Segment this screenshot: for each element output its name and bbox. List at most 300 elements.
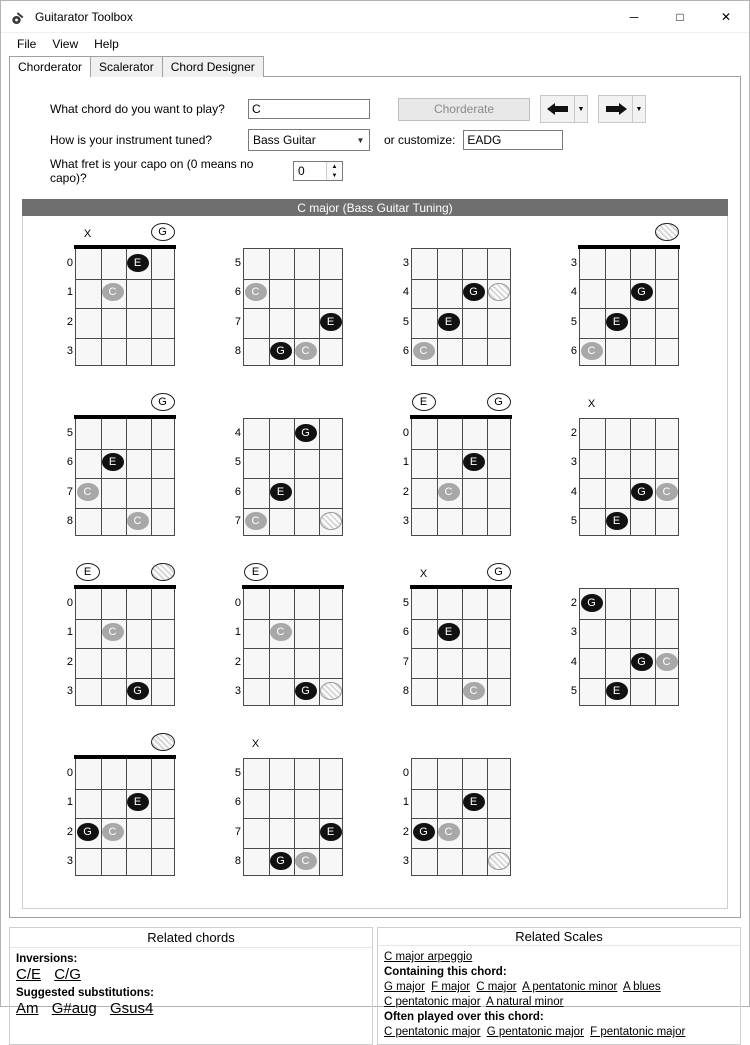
- fret-line: [412, 508, 510, 509]
- open-string-marker: G: [487, 393, 511, 411]
- string-line: [319, 759, 320, 875]
- containing-scale-1[interactable]: F major: [431, 981, 471, 993]
- fret-number: 3: [402, 855, 409, 868]
- previous-chord-dropdown[interactable]: ▼: [574, 95, 588, 123]
- fret-number-column: [57, 588, 73, 706]
- note-marker: G: [631, 483, 653, 501]
- inversion-link-0[interactable]: C/E: [16, 966, 42, 983]
- fret-number: 2: [570, 426, 577, 439]
- often-scale-0[interactable]: C pentatonic major: [384, 1026, 481, 1038]
- nut-bar: [410, 415, 512, 419]
- fretboard: [411, 758, 511, 876]
- fret-line: [580, 338, 678, 339]
- chord-diagram[interactable]: [27, 562, 195, 732]
- fretboard: [411, 248, 511, 366]
- tuning-select-value: Bass Guitar: [253, 133, 316, 147]
- fret-line: [580, 478, 678, 479]
- fret-line: [412, 648, 510, 649]
- note-marker: C: [438, 483, 460, 501]
- note-marker: C: [438, 823, 460, 841]
- fret-number: 3: [570, 456, 577, 469]
- minimize-button[interactable]: ─: [629, 9, 639, 24]
- string-line: [101, 759, 102, 875]
- note-marker: E: [438, 313, 460, 331]
- fret-number: 5: [570, 515, 577, 528]
- chord-diagram-grid: [22, 216, 728, 909]
- note-marker: C: [245, 283, 267, 301]
- related-scales-body: [378, 946, 740, 1044]
- note-marker: C: [581, 342, 603, 360]
- string-line: [655, 249, 656, 365]
- related-chords-body: [10, 948, 372, 1044]
- fret-number: 5: [66, 426, 73, 439]
- fret-line: [76, 449, 174, 450]
- menu-help[interactable]: Help: [94, 37, 119, 51]
- chord-diagram[interactable]: [195, 392, 363, 562]
- fret-number: 3: [402, 515, 409, 528]
- chord-diagram[interactable]: [363, 392, 531, 562]
- fret-number-column: [393, 588, 409, 706]
- note-marker: C: [102, 283, 124, 301]
- note-marker: [488, 283, 510, 301]
- fret-line: [244, 478, 342, 479]
- open-string-marker: [655, 223, 679, 241]
- fret-number: 3: [66, 855, 73, 868]
- fret-number: 1: [66, 626, 73, 639]
- fret-number: 8: [234, 855, 241, 868]
- muted-string-marker: X: [587, 398, 596, 410]
- note-marker: E: [127, 793, 149, 811]
- fretboard: [411, 396, 511, 536]
- fret-line: [244, 508, 342, 509]
- fret-number: 2: [402, 485, 409, 498]
- chord-diagram-row: [27, 562, 723, 732]
- nut-bar: [410, 585, 512, 589]
- note-marker: E: [463, 793, 485, 811]
- often-scales-list: [384, 1025, 734, 1040]
- fret-number: 2: [66, 315, 73, 328]
- capo-label: What fret is your capo on (0 means no capo)?: [50, 157, 254, 185]
- note-marker: G: [127, 682, 149, 700]
- fret-number: 3: [66, 345, 73, 358]
- fret-line: [76, 648, 174, 649]
- chord-diagram[interactable]: [27, 222, 195, 392]
- fret-number: 0: [234, 596, 241, 609]
- string-line: [126, 759, 127, 875]
- fret-number: 7: [66, 485, 73, 498]
- fret-number-column: [561, 418, 577, 536]
- string-line: [437, 419, 438, 535]
- chorderator-panel: [9, 76, 741, 918]
- note-marker: E: [320, 823, 342, 841]
- chord-diagram[interactable]: [363, 222, 531, 392]
- left-arrow-icon: [547, 102, 569, 116]
- fret-number: 8: [66, 515, 73, 528]
- note-marker: E: [438, 623, 460, 641]
- string-line: [101, 249, 102, 365]
- note-marker: C: [77, 483, 99, 501]
- fret-number: 2: [66, 655, 73, 668]
- note-marker: C: [463, 682, 485, 700]
- note-marker: E: [270, 483, 292, 501]
- nut-bar: [74, 415, 176, 419]
- fret-number: 6: [402, 345, 409, 358]
- fret-line: [580, 449, 678, 450]
- fret-line: [244, 619, 342, 620]
- note-marker: C: [102, 823, 124, 841]
- string-line: [101, 419, 102, 535]
- fret-number: 4: [570, 485, 577, 498]
- tab-chorderator[interactable]: Chorderator: [9, 56, 91, 77]
- fret-number: 7: [402, 655, 409, 668]
- chord-diagram[interactable]: [27, 392, 195, 562]
- note-marker: G: [270, 342, 292, 360]
- string-line: [487, 249, 488, 365]
- string-line: [487, 589, 488, 705]
- string-line: [319, 249, 320, 365]
- chord-label: What chord do you want to play?: [50, 102, 225, 116]
- chord-diagram[interactable]: [195, 222, 363, 392]
- tuning-label: How is your instrument tuned?: [50, 133, 213, 147]
- string-line: [151, 589, 152, 705]
- often-scale-2[interactable]: F pentatonic major: [590, 1026, 686, 1038]
- related-chords-header: Related chords: [10, 928, 372, 948]
- fret-line: [244, 818, 342, 819]
- fret-line: [76, 619, 174, 620]
- chord-diagram[interactable]: [531, 222, 699, 392]
- string-line: [437, 249, 438, 365]
- string-line: [630, 589, 631, 705]
- string-line: [462, 759, 463, 875]
- capo-stepper-arrows[interactable]: [326, 162, 342, 180]
- fretboard: [411, 566, 511, 706]
- note-marker: [320, 682, 342, 700]
- fret-number: 3: [570, 256, 577, 269]
- fret-number: 6: [234, 485, 241, 498]
- guitar-icon: [11, 9, 27, 25]
- title-bar: [1, 1, 749, 33]
- fret-number: 0: [402, 426, 409, 439]
- note-marker: G: [631, 283, 653, 301]
- fret-number: 2: [402, 825, 409, 838]
- fretboard: [243, 566, 343, 706]
- fret-number: 7: [234, 315, 241, 328]
- fret-number: 8: [402, 685, 409, 698]
- muted-string-marker: X: [251, 738, 260, 750]
- open-string-marker: [151, 563, 175, 581]
- nav-buttons: [530, 95, 646, 123]
- chord-diagram-row: [27, 392, 723, 562]
- tuning-select[interactable]: [248, 129, 370, 151]
- fretboard: [579, 588, 679, 706]
- capo-stepper[interactable]: [293, 161, 343, 181]
- string-line: [630, 249, 631, 365]
- fret-line: [412, 279, 510, 280]
- fret-number: 1: [66, 286, 73, 299]
- menu-file[interactable]: File: [17, 37, 37, 51]
- fret-number: 4: [234, 426, 241, 439]
- fretboard: [75, 226, 175, 366]
- fret-line: [244, 308, 342, 309]
- containing-scale-3[interactable]: A pentatonic minor: [522, 981, 618, 993]
- fret-number-column: [57, 248, 73, 366]
- menu-view[interactable]: View: [52, 37, 79, 51]
- chord-diagram-row: [27, 732, 723, 902]
- fret-number-column: [393, 248, 409, 366]
- string-line: [655, 419, 656, 535]
- fretboard: [243, 248, 343, 366]
- tab-scalerator[interactable]: Scalerator: [90, 56, 163, 77]
- fret-number: 2: [66, 825, 73, 838]
- containing-scale-5[interactable]: C pentatonic major: [384, 996, 481, 1008]
- fret-line: [244, 678, 342, 679]
- fret-number: 7: [234, 825, 241, 838]
- fret-number-column: [561, 588, 577, 706]
- fret-line: [76, 848, 174, 849]
- capo-value: 0: [298, 164, 305, 178]
- containing-scale-0[interactable]: G major: [384, 981, 425, 993]
- note-marker: C: [245, 512, 267, 530]
- chord-diagram[interactable]: [531, 392, 699, 562]
- fret-number-column: [225, 758, 241, 876]
- often-scale-1[interactable]: G pentatonic major: [486, 1026, 584, 1038]
- fret-number: 5: [570, 315, 577, 328]
- note-marker: E: [606, 682, 628, 700]
- fret-line: [76, 338, 174, 339]
- string-line: [151, 419, 152, 535]
- fret-number: 8: [234, 345, 241, 358]
- string-line: [151, 759, 152, 875]
- fret-line: [412, 818, 510, 819]
- chord-input[interactable]: [248, 99, 370, 119]
- fret-line: [244, 789, 342, 790]
- string-line: [269, 589, 270, 705]
- fret-line: [76, 478, 174, 479]
- capo-increment[interactable]: ▲: [327, 162, 342, 171]
- chord-diagram[interactable]: [27, 732, 195, 902]
- note-marker: E: [606, 313, 628, 331]
- string-line: [605, 249, 606, 365]
- fretboard: [243, 418, 343, 536]
- fret-number: 2: [570, 596, 577, 609]
- containing-scale-4[interactable]: A blues: [622, 981, 661, 993]
- inversion-link-1[interactable]: C/G: [54, 966, 81, 983]
- right-arrow-icon: [605, 102, 627, 116]
- chord-diagram[interactable]: [531, 562, 699, 732]
- capo-decrement[interactable]: ▼: [327, 171, 342, 180]
- string-line: [437, 589, 438, 705]
- fret-number: 5: [402, 596, 409, 609]
- maximize-button[interactable]: □: [676, 9, 684, 24]
- fret-grid: [243, 248, 343, 366]
- fret-number: 6: [402, 626, 409, 639]
- chord-row: [50, 95, 728, 123]
- menu-bar: [1, 33, 749, 55]
- fret-grid: [75, 758, 175, 876]
- fret-number: 2: [234, 655, 241, 668]
- string-line: [101, 589, 102, 705]
- related-chords-panel: [9, 927, 373, 1045]
- fret-number: 1: [66, 796, 73, 809]
- chord-diagram[interactable]: [195, 562, 363, 732]
- fret-grid: [411, 588, 511, 706]
- note-marker: G: [77, 823, 99, 841]
- inversions-title: Inversions:: [16, 953, 78, 965]
- note-marker: C: [295, 852, 317, 870]
- note-marker: [320, 512, 342, 530]
- fret-line: [580, 279, 678, 280]
- fret-line: [244, 338, 342, 339]
- fret-grid: [75, 588, 175, 706]
- note-marker: [488, 852, 510, 870]
- open-string-marker: E: [412, 393, 436, 411]
- fret-number: 1: [234, 626, 241, 639]
- open-string-marker: E: [76, 563, 100, 581]
- open-string-marker: G: [487, 563, 511, 581]
- nut-bar: [578, 245, 680, 249]
- customize-label: or customize:: [384, 133, 456, 147]
- fret-number: 6: [570, 345, 577, 358]
- open-string-marker: G: [151, 393, 175, 411]
- nut-bar: [74, 755, 176, 759]
- fret-number: 4: [402, 286, 409, 299]
- note-marker: E: [127, 254, 149, 272]
- fret-grid: [243, 758, 343, 876]
- fret-line: [412, 789, 510, 790]
- fret-line: [412, 478, 510, 479]
- note-marker: G: [413, 823, 435, 841]
- note-marker: E: [102, 453, 124, 471]
- fret-number: 3: [234, 685, 241, 698]
- containing-scales-list: [384, 980, 734, 1010]
- fret-line: [412, 308, 510, 309]
- fret-number: 0: [66, 596, 73, 609]
- substitution-link-1[interactable]: G#aug: [51, 1000, 97, 1017]
- string-line: [487, 419, 488, 535]
- muted-string-marker: X: [83, 228, 92, 240]
- fret-number: 5: [402, 315, 409, 328]
- fret-number: 0: [402, 766, 409, 779]
- note-marker: G: [581, 594, 603, 612]
- string-line: [655, 589, 656, 705]
- note-marker: C: [656, 653, 678, 671]
- fret-line: [244, 848, 342, 849]
- chorderate-button[interactable]: Chorderate: [398, 98, 530, 121]
- string-line: [630, 419, 631, 535]
- fret-line: [412, 449, 510, 450]
- fret-number: 1: [402, 796, 409, 809]
- fret-line: [580, 648, 678, 649]
- fret-line: [76, 678, 174, 679]
- capo-row: [50, 157, 728, 185]
- fret-number-column: [561, 248, 577, 366]
- fret-number: 1: [402, 456, 409, 469]
- fret-number: 6: [66, 456, 73, 469]
- fret-number-column: [393, 758, 409, 876]
- open-string-marker: G: [151, 223, 175, 241]
- close-button[interactable]: ✕: [720, 9, 732, 24]
- window-title: Guitarator Toolbox: [35, 9, 133, 24]
- chord-form: [22, 87, 728, 191]
- fret-number-column: [393, 418, 409, 536]
- substitution-link-0[interactable]: Am: [16, 1000, 39, 1017]
- muted-string-marker: X: [419, 568, 428, 580]
- next-chord-button[interactable]: [598, 95, 632, 123]
- note-marker: C: [295, 342, 317, 360]
- fret-number-column: [225, 588, 241, 706]
- fret-number: 4: [570, 655, 577, 668]
- chord-diagram[interactable]: [195, 732, 363, 902]
- fret-number: 4: [570, 286, 577, 299]
- string-line: [151, 249, 152, 365]
- tuning-row: [50, 129, 728, 151]
- fret-grid: [75, 418, 175, 536]
- bottom-panels: [9, 927, 741, 1045]
- note-marker: E: [463, 453, 485, 471]
- fret-number: 6: [234, 286, 241, 299]
- fret-line: [412, 338, 510, 339]
- fret-number-column: [57, 758, 73, 876]
- fret-grid: [579, 418, 679, 536]
- fret-number: 3: [570, 626, 577, 639]
- string-line: [462, 249, 463, 365]
- string-line: [462, 419, 463, 535]
- containing-scale-6[interactable]: A natural minor: [486, 996, 564, 1008]
- previous-chord-button[interactable]: [540, 95, 574, 123]
- fret-number: 5: [234, 456, 241, 469]
- fret-line: [412, 678, 510, 679]
- nut-bar: [242, 585, 344, 589]
- next-chord-dropdown[interactable]: ▼: [632, 95, 646, 123]
- often-title: Often played over this chord:: [384, 1011, 544, 1023]
- fret-number-column: [225, 418, 241, 536]
- note-marker: C: [656, 483, 678, 501]
- fretboard: [75, 566, 175, 706]
- fretboard: [75, 758, 175, 876]
- fret-line: [412, 848, 510, 849]
- chord-diagram[interactable]: [363, 562, 531, 732]
- arpeggio-link[interactable]: C major arpeggio: [384, 951, 473, 963]
- fret-number: 6: [234, 796, 241, 809]
- nut-bar: [74, 245, 176, 249]
- fret-line: [76, 308, 174, 309]
- note-marker: C: [413, 342, 435, 360]
- fret-line: [244, 279, 342, 280]
- note-marker: C: [102, 623, 124, 641]
- containing-scale-2[interactable]: C major: [476, 981, 517, 993]
- tab-chord-designer[interactable]: Chord Designer: [162, 56, 264, 77]
- chevron-down-icon: ▼: [356, 135, 365, 145]
- fret-number: 3: [402, 256, 409, 269]
- fretboard: [579, 248, 679, 366]
- open-string-marker: E: [244, 563, 268, 581]
- fret-line: [76, 508, 174, 509]
- note-marker: C: [127, 512, 149, 530]
- fret-line: [76, 789, 174, 790]
- fret-number: 0: [66, 256, 73, 269]
- custom-tuning-input[interactable]: [463, 130, 563, 150]
- fretboard: [243, 738, 343, 876]
- fret-line: [580, 508, 678, 509]
- chord-diagram[interactable]: [363, 732, 531, 902]
- substitution-link-2[interactable]: Gsus4: [109, 1000, 154, 1017]
- note-marker: C: [270, 623, 292, 641]
- note-marker: G: [631, 653, 653, 671]
- note-marker: G: [463, 283, 485, 301]
- fret-number-column: [225, 248, 241, 366]
- chord-header-bar: C major (Bass Guitar Tuning): [22, 199, 728, 216]
- fret-number: 5: [570, 685, 577, 698]
